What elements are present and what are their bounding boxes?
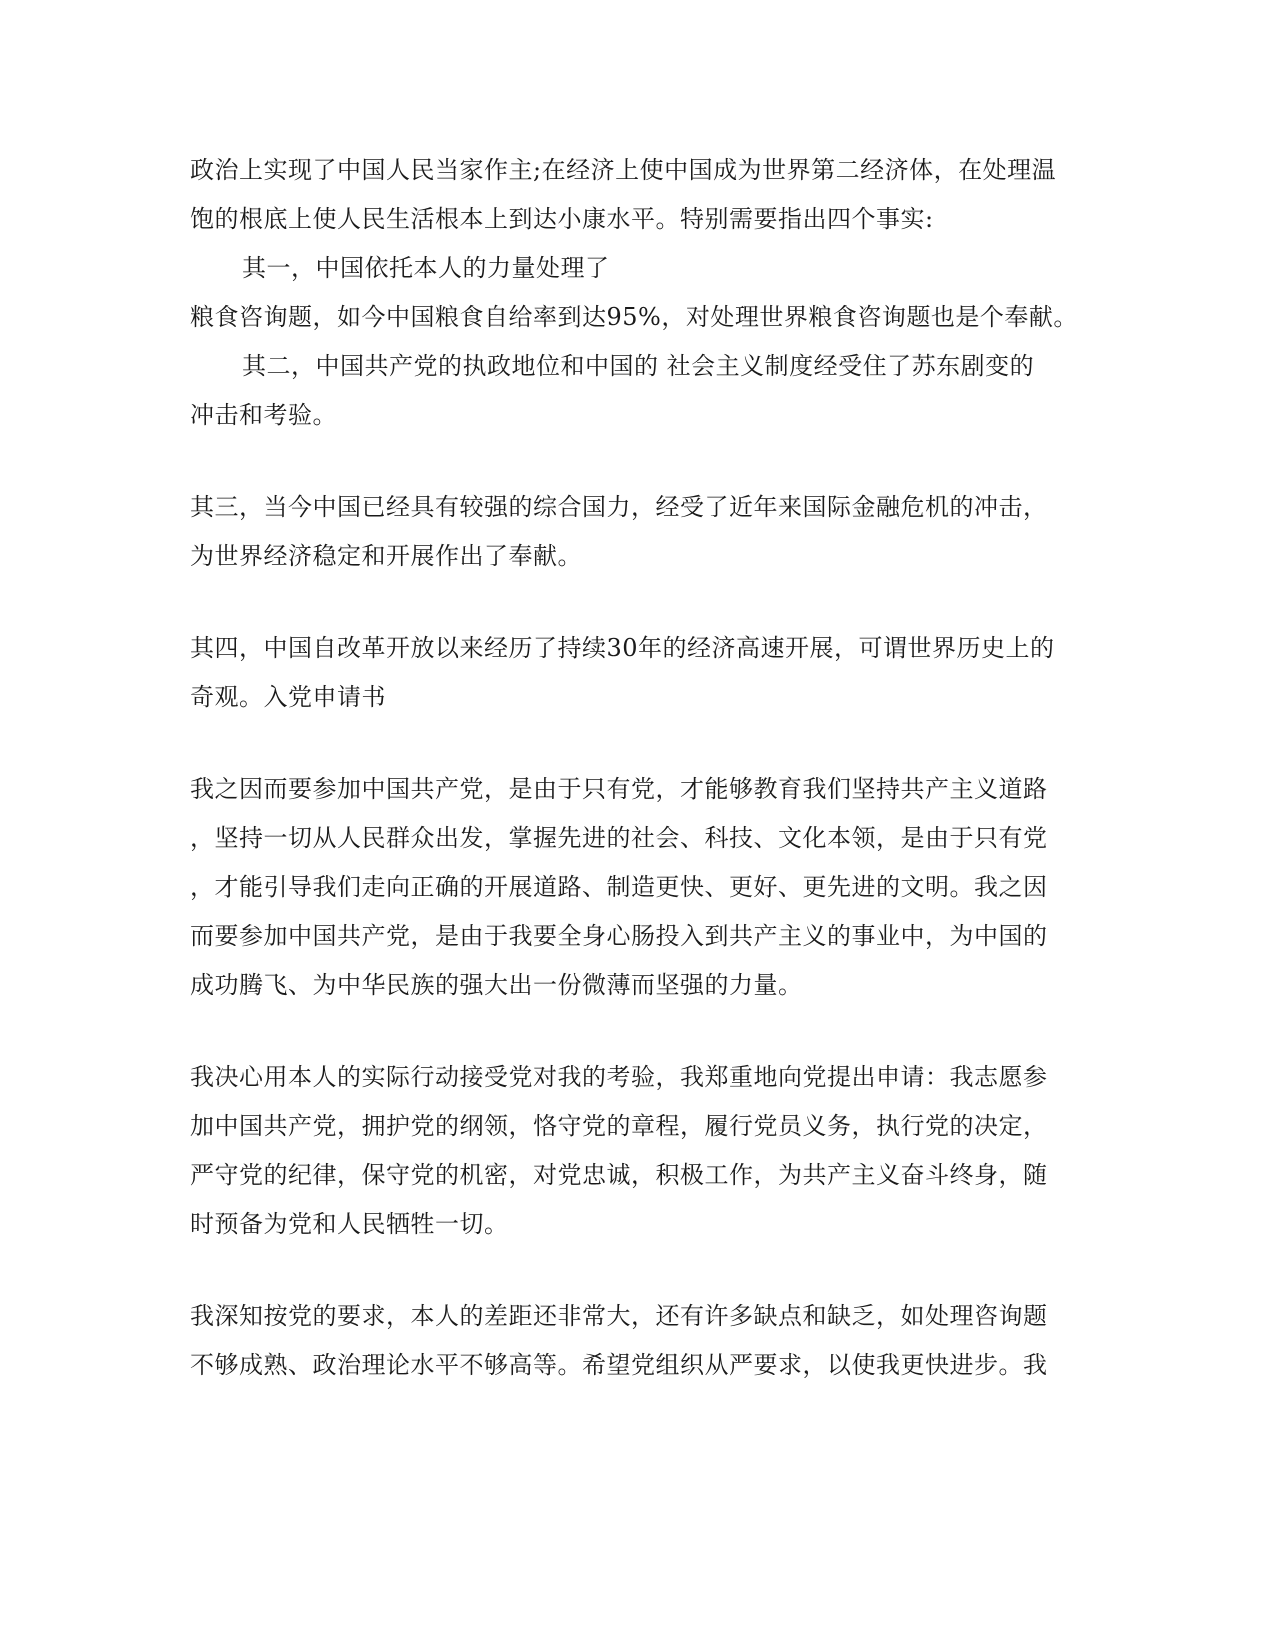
- text-line: 奇观。入党申请书: [190, 683, 386, 711]
- text-line: 其二，中国共产党的执政地位和中国的 社会主义制度经受住了苏东剧变的: [242, 352, 1035, 380]
- text-line: 加中国共产党，拥护党的纲领，恪守党的章程，履行党员义务，执行党的决定，: [190, 1112, 1048, 1140]
- text-line: 时预备为党和人民牺牲一切。: [190, 1210, 509, 1238]
- text-line: 而要参加中国共产党，是由于我要全身心肠投入到共产主义的事业中，为中国的: [190, 922, 1048, 950]
- text-line: 冲击和考验。: [190, 401, 337, 429]
- text-line: 我之因而要参加中国共产党，是由于只有党，才能够教育我们坚持共产主义道路: [190, 775, 1048, 803]
- text-line: ，才能引导我们走向正确的开展道路、制造更快、更好、更先进的文明。我之因: [190, 873, 1048, 901]
- text-line: 政治上实现了中国人民当家作主;在经济上使中国成为世界第二经济体，在处理温: [190, 156, 1057, 184]
- text-line: 我深知按党的要求，本人的差距还非常大，还有许多缺点和缺乏，如处理咨询题: [190, 1302, 1048, 1330]
- text-line: 为世界经济稳定和开展作出了奉献。: [190, 542, 582, 570]
- text-line: 其四，中国自改革开放以来经历了持续30年的经济高速开展，可谓世界历史上的: [190, 634, 1055, 662]
- text-line: 成功腾飞、为中华民族的强大出一份微薄而坚强的力量。: [190, 971, 803, 999]
- text-line: 粮食咨询题，如今中国粮食自给率到达95%，对处理世界粮食咨询题也是个奉献。: [190, 303, 1078, 331]
- text-line: 严守党的纪律，保守党的机密，对党忠诚，积极工作，为共产主义奋斗终身，随: [190, 1161, 1048, 1189]
- text-line: 其三，当今中国已经具有较强的综合国力，经受了近年来国际金融危机的冲击，: [190, 493, 1048, 521]
- text-line: 我决心用本人的实际行动接受党对我的考验，我郑重地向党提出申请：我志愿参: [190, 1063, 1048, 1091]
- text-line: 其一，中国依托本人的力量处理了: [242, 254, 610, 282]
- text-line: 饱的根底上使人民生活根本上到达小康水平。特别需要指出四个事实:: [190, 205, 934, 233]
- text-line: ，坚持一切从人民群众出发，掌握先进的社会、科技、文化本领，是由于只有党: [190, 824, 1048, 852]
- text-line: 不够成熟、政治理论水平不够高等。希望党组织从严要求，以使我更快进步。我: [190, 1351, 1048, 1379]
